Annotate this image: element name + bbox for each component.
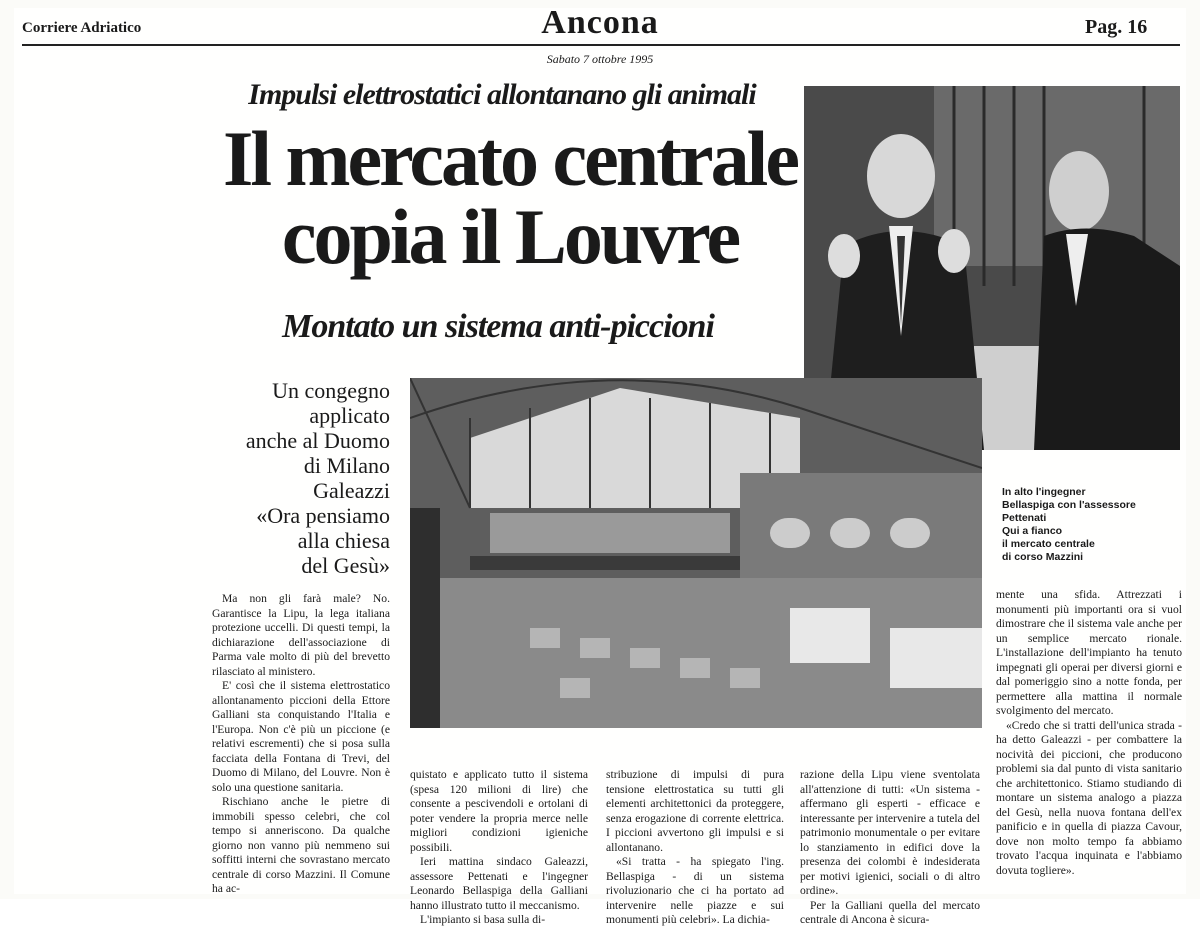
section-title: Ancona <box>541 4 659 41</box>
body-column-3 <box>606 768 784 928</box>
paragraph: Ieri mattina sindaco Galeazzi, assessore Pettenati e l'ingegner Leonardo Bellaspiga della Galliani hanno illustrato tutto il meccanismo. <box>410 855 588 912</box>
article-subhead: Montato un sistema anti-piccioni <box>282 308 714 345</box>
summary-line: alla chiesa <box>297 528 390 553</box>
paragraph: Ma non gli farà male? No. Garantisce la Lipu, la lega italiana protezione uccelli. Di questi tempi, la dichiarazione dell'associazione di Parma vale molto di più del brevetto rilasciato al ministero. <box>212 592 390 678</box>
paragraph: razione della Lipu viene sventolata all'attenzione di tutti: «Un sistema - affermano gli esperti - efficace e interessante per intervenire a tutela del patrimonio monumentale o per evitare lo stanziamento in edifici dove la presenza dei colombi è indesiderata per motivi igienici, sociali o di altro ordine». <box>800 768 980 897</box>
page-number: Pag. 16 <box>1085 16 1148 38</box>
paragraph: mente una sfida. Attrezzati i monumenti più importanti ora si vuol dimostrare che il sistema vale anche per un semplice mercato rionale. L'installazione dell'impianto ha tenuto impegnati gli operai per diversi giorni e dal pomeriggio sino a notte fonda, per permettere alla mattina il normale svolgimento del mercato. <box>996 588 1182 717</box>
masthead-rule <box>22 44 1180 46</box>
article-summary <box>212 378 390 578</box>
summary-line: anche al Duomo <box>245 428 390 453</box>
paragraph: «Si tratta - ha spiegato l'ing. Bellaspiga - di un sistema rivoluzionario che ci ha portato ad intervenire nelle piazze e sui monumenti più celebri». La dichia- <box>606 855 784 926</box>
issue-date: Sabato 7 ottobre 1995 <box>546 52 654 66</box>
summary-line: «Ora pensiamo <box>256 503 390 528</box>
paragraph: L'impianto si basa sulla di- <box>420 913 546 926</box>
summary-line: Un congegno <box>272 378 390 403</box>
market-photo <box>410 378 982 728</box>
caption-line: il mercato centrale <box>1002 538 1095 550</box>
newspaper-name: Corriere Adriatico <box>22 20 142 36</box>
caption-line: Pettenati <box>1002 512 1047 524</box>
headline-line: copia il Louvre <box>281 193 739 280</box>
caption-line: di corso Mazzini <box>1002 551 1084 563</box>
paragraph: quistato e applicato tutto il sistema (spesa 120 milioni di lire) che consente a pescivendoli e ortolani di poter vendere la propria merce nelle migliori condizioni igieniche possibili. <box>410 768 588 854</box>
summary-line: del Gesù» <box>301 553 390 578</box>
headline-line: Il mercato centrale <box>223 115 797 202</box>
body-column-5 <box>996 588 1182 878</box>
caption-line: Qui a fianco <box>1002 525 1063 537</box>
caption-line: Bellaspiga con l'assessore <box>1002 499 1136 511</box>
summary-line: applicato <box>309 403 390 428</box>
body-column-4 <box>800 768 980 928</box>
paragraph: Per la Galliani quella del mercato centrale di Ancona è sicura- <box>800 898 980 926</box>
paragraph: «Credo che si tratti dell'unica strada - ha detto Galeazzi - per combattere la nocività dei piccioni, che producono problemi sia dal punto di vista sanitario che architettonico. Stiamo studiando di montare un sistema analogo a piazza del Gesù, nella nuova fontana dell'ex panificio e in quella di piazza Cavour, dove non molto tempo fa abbiamo trovato l'acqua inquinata e l'abbiamo dovuta togliere». <box>996 718 1182 877</box>
paragraph: E' così che il sistema elettrostatico allontanamento piccioni della Ettore Galliani sta conquistando l'Italia e l'Europa. Non c'è più un piccione (e relativi escrementi) che si posa sulla facciata della Fontana di Trevi, del Duomo di Milano, del Louvre. Non è solo una questione sanitaria. <box>212 679 390 794</box>
summary-line: Galeazzi <box>313 478 390 503</box>
paragraph: Rischiano anche le pietre di immobili spesso celebri, che col tempo si anneriscono. Da qualche giorno non vanno più nemmeno sui soffitti interni che sovrastano mercato centrale di corso Mazzini. Il Comune ha ac- <box>212 795 390 895</box>
body-column-2 <box>410 768 588 928</box>
body-column-1 <box>212 592 390 897</box>
paragraph: stribuzione di impulsi di pura tensione elettrostatica su tutti gli elementi architettonici da proteggere, senza erogazione di corrente elettrica. I piccioni avvertono gli impulsi e si allontanano. <box>606 768 784 854</box>
photo-caption <box>1002 486 1186 564</box>
caption-line: In alto l'ingegner <box>1002 486 1086 498</box>
article-headline <box>210 115 810 280</box>
article-kicker: Impulsi elettrostatici allontanano gli animali <box>248 78 756 111</box>
summary-line: di Milano <box>303 453 390 478</box>
